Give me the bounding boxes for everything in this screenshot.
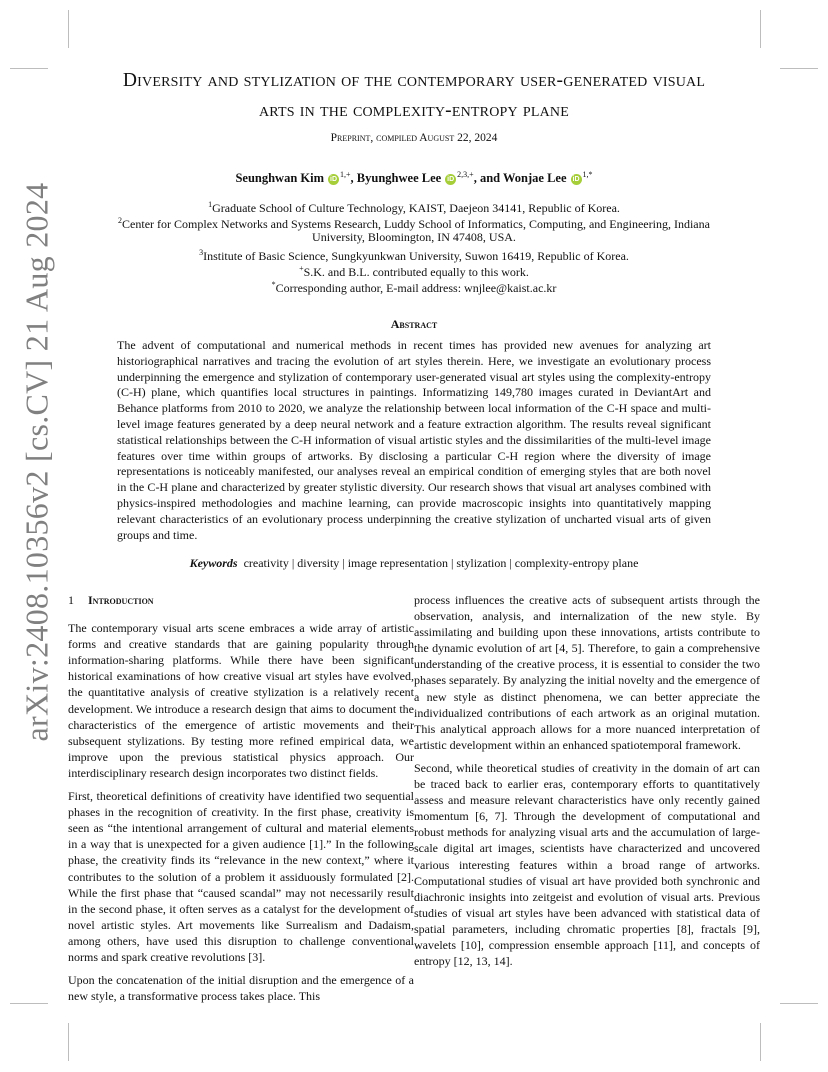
crop-mark bbox=[10, 1003, 48, 1004]
affil-marker: + bbox=[299, 264, 304, 273]
body-paragraph: First, theoretical definitions of creativity have identified two sequential phases in the recognition of creativity. In the first phase, creativity is seen as “the intentional arrangement of cultural and material elements in a way that is unexpected for a given audience [1].” In the following phase, the creativity finds its “relevance in the new context,” where it contributes to the solution of a problem it assiduously formulated [2]. While the first phase that “caused scandal” may not necessarily result in the second phase, it often serves as a catalyst for the development of novel artistic styles. Art movements like Surrealism and Dadaism, among others, have used this disruption to challenge conventional norms and spark creative revolutions [3]. bbox=[68, 789, 414, 964]
keywords-text: creativity | diversity | image representation | stylization | complexity-entropy plane bbox=[243, 556, 639, 570]
affiliation-text: Graduate School of Culture Technology, KAIST, Daejeon 34141, Republic of Korea. bbox=[212, 201, 620, 215]
left-column bbox=[68, 592, 414, 1011]
preprint-date: Preprint, compiled August 22, 2024 bbox=[330, 132, 498, 144]
crop-mark bbox=[760, 1023, 761, 1061]
paper-title-line-1: Diversity and stylization of the contemporary user-generated visual bbox=[122, 70, 706, 91]
affil-marker: 3 bbox=[199, 248, 204, 257]
affil-marker: 2 bbox=[118, 216, 123, 225]
paper-title-line-2: arts in the complexity-entropy plane bbox=[258, 100, 569, 121]
crop-mark bbox=[780, 1003, 818, 1004]
author-affil-marker: 1,+ bbox=[340, 170, 351, 179]
body-paragraph: Upon the concatenation of the initial disruption and the emergence of a new style, a transformative process takes place. This bbox=[68, 973, 414, 1004]
crop-mark bbox=[760, 10, 761, 48]
body-paragraph: process influences the creative acts of subsequent artists through the observation, analysis, and internalization of the new style. By assimilating and building upon these innovations, artists contribute to the dynamic evolution of art [4, 5]. Therefore, to gain a comprehensive understanding of the creative process, it is essential to consider the two phases separately. By analyzing the initial novelty and the emergence of a new style as distinct phenomena, we can better appreciate the individualized contributions of each artwork as an original mutation. This analytical approach allows for a more nuanced interpretation of artistic development within an enhanced spatiotemporal framework. bbox=[414, 593, 760, 752]
arxiv-identifier: arXiv:2408.10356v2 [cs.CV] 21 Aug 2024 bbox=[18, 182, 55, 742]
author-affil-marker: 1,* bbox=[582, 170, 593, 179]
note-text: Corresponding author, E-mail address: wnjlee@kaist.ac.kr bbox=[275, 281, 557, 295]
section-title: Introduction bbox=[88, 593, 154, 607]
affiliation-text: Institute of Basic Science, Sungkyunkwan University, Suwon 16419, Republic of Korea. bbox=[203, 249, 629, 263]
crop-mark bbox=[68, 1023, 69, 1061]
section-heading bbox=[68, 592, 414, 608]
crop-mark bbox=[780, 68, 818, 69]
body-paragraph: The contemporary visual arts scene embraces a wide array of artistic forms and creative standards that are gaining popularity through information-sharing platforms. While there have been significant historical examinations of how creative visual art styles have evolved, the quantitative analysis of creative stylization is a relatively recent development. We introduce a research design that aims to document the characteristics of the emergence of artistic movements and their subsequent stylizations. By testing more refined empirical data, we improve upon the previous statistical physics approach. Our interdisciplinary research design incorporates two distinct fields. bbox=[68, 621, 414, 780]
author-list bbox=[0, 170, 828, 186]
keywords bbox=[117, 556, 711, 571]
orcid-icon[interactable]: iD bbox=[572, 176, 580, 184]
orcid-icon[interactable]: iD bbox=[330, 176, 338, 184]
keywords-label: Keywords bbox=[189, 556, 238, 570]
affiliation-text: Center for Complex Networks and Systems Research, Luddy School of Informatics, Computing, and Engineering, Indiana bbox=[122, 217, 710, 231]
author-name[interactable]: , and Wonjae Lee bbox=[473, 171, 567, 186]
affil-marker: * bbox=[271, 280, 276, 289]
orcid-icon[interactable]: iD bbox=[447, 176, 455, 184]
abstract-text: The advent of computational and numerical methods in recent times has provided new avenues for analyzing art historiographical narratives and tracing the evolution of art styles therein. Here, we investigate an evolutionary process underpinning the emergence and stylization of contemporary user-generated visual art styles using the complexity-entropy (C-H) plane, which quantifies local structures in paintings. Informatizing 149,780 images curated in DeviantArt and Behance platforms from 2010 to 2020, we analyze the relationship between local information of the C-H space and multi-level image features generated by a deep neural network and a feature extraction algorithm. The results reveal significant statistical relationships between the C-H information of visual artistic styles and the dissimilarities of the multi-level image features over time within groups of artworks. By disclosing a particular C-H region where the diversity of image representations is noticeably manifested, our analyses reveal an empirical condition of emerging styles that are both novel in the C-H plane and characterized by greater stylistic diversity. Our research shows that visual art analyses combined with physics-inspired methodologies and machine learning, can provide macroscopic insights into quantitatively mapping relevant characteristics of an evolutionary process underpinning the creative stylization of uncharted visual arts of given groups and time. bbox=[117, 338, 711, 542]
author-name[interactable]: , Byunghwee Lee bbox=[350, 171, 442, 186]
corresponding-author-note bbox=[0, 277, 828, 296]
body-paragraph: Second, while theoretical studies of creativity in the domain of art can be traced back to earlier eras, contemporary efforts to quantitatively assess and measure relevant characteristics have only recently gained momentum [6, 7]. Through the development of computational and robust methods for analyzing visual arts and the accumulation of large-scale digital art images, scientists have characterized and uncovered various interesting features within a broad range of artworks. Computational studies of visual art have provided both synchronic and diachronic insights into zeitgeist and evolution of visual arts. Previous studies of visual art styles have been advanced with statistical data of spatial parameters, including chromatic properties [8], fractals [9], wavelets [10], compression ensemble approach [11], and concepts of entropy [12, 13, 14]. bbox=[414, 760, 760, 969]
note-text: S.K. and B.L. contributed equally to this work. bbox=[303, 265, 529, 279]
abstract-heading: Abstract bbox=[390, 317, 438, 331]
section-number: 1 bbox=[68, 593, 74, 607]
crop-mark bbox=[10, 68, 48, 69]
right-column bbox=[414, 592, 760, 976]
affil-marker: 1 bbox=[208, 200, 213, 209]
affiliation-continued: University, Bloomington, IN 47408, USA. bbox=[312, 230, 516, 244]
crop-mark bbox=[68, 10, 69, 48]
author-name[interactable]: Seunghwan Kim bbox=[235, 171, 325, 186]
author-affil-marker: 2,3,+ bbox=[457, 170, 474, 179]
